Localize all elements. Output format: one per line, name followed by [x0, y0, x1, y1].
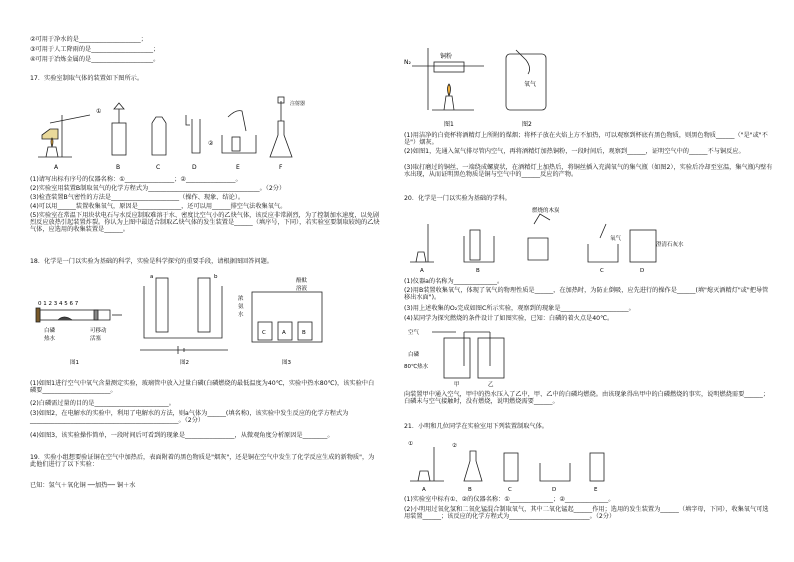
fig20-label-d: D [640, 268, 645, 274]
fig21-label-e: E [594, 487, 598, 493]
fig21-label-a: A [422, 487, 426, 493]
fig17-mark-1: ① [96, 108, 102, 115]
label-burning-charcoal: 燃烧的木炭 [532, 208, 560, 214]
label-white-phosphorus: 白磷 [408, 352, 420, 358]
caption-fig2: 图2 [522, 121, 532, 128]
text-line: (1)实验室中标有①、②的仪器名称：①______________；②______________。 [404, 496, 615, 503]
fig18-label-phenolphthalein: 酚酞 [296, 278, 308, 284]
fig21-label-b: B [468, 487, 472, 493]
fig21-label-c: C [508, 487, 512, 493]
fig18-label-a-tube: a [150, 274, 154, 280]
fig17-label-d: D [192, 164, 197, 171]
combustion-figure [404, 326, 524, 388]
text-line: ④可用于冶炼金属的是____________________。 [30, 56, 160, 63]
fig20-label-limewater: 澄清石灰水 [656, 242, 684, 248]
fig18-label-piston: 活塞 [90, 336, 102, 342]
fig18-label-movable: 可移动 [90, 328, 107, 334]
text-line: (4)某同学为探究燃烧的条件设计了如图实验，已知：白磷的着火点是40℃。 [404, 315, 614, 322]
fig18-caption-2: 图2 [180, 360, 189, 366]
text-paragraph: 向装置甲中通入空气，甲中的热水压入了乙中，甲、乙中的白磷均燃烧。由该现象得出甲中的白磷燃烧的事实，说明燃烧需要______；白磷未与空气接触时，没有燃烧，说明燃烧需要______。 [404, 391, 770, 405]
caption-fig1: 图1 [444, 121, 454, 128]
question-20-title: 20．化学是一门以实验为基础的学科。 [404, 195, 511, 202]
text-line: (3)检查装置B气密性的方法是______________________（操作、现象、结论）。 [30, 194, 245, 201]
fig18-caption-1: 图1 [70, 360, 79, 366]
fig18-label-hot-water: 热水 [44, 336, 56, 342]
fig20-label-a: A [420, 268, 424, 274]
fig20-label-c: C [600, 268, 604, 274]
label-oxygen: 氧气 [524, 81, 537, 88]
text-line: (3)用上述收集的O₂完成如图C所示实验，观察到的现象是______________________。 [404, 305, 635, 312]
fig17-label-e: E [236, 164, 240, 171]
apparatus-figure-17 [32, 95, 322, 173]
text-paragraph: (2)小明用过氧化氢和二氧化锰混合制取氧气，其中二氧化锰起______作用；选用的发生装置为______（填字母，下同），收集氧气可选用装置______；该反应的化学方程式为__________________________。（2分） [404, 506, 769, 520]
fig21-mark-2: ② [452, 443, 457, 449]
question-18-title: 18．化学是一门以实验为基础的科学，实验是科学探究的重要手段，请根据图回答问题。 [30, 258, 273, 265]
fig18-label-ammonia: 氨 [238, 304, 244, 310]
fig18-label-b-tube: b [214, 274, 218, 280]
label-yi: 乙 [488, 382, 494, 388]
text-paragraph: (5)实验室在常温下用块状电石与水反应制取难溶于水、密度比空气小的乙炔气体，该反应非常剧烈，为了控制加水速度，以免剧烈反应放热引起装置炸裂。你认为上图中最适合制取乙炔气体的发生装置是______（填序号，下同），若实验室要制取较纯的乙炔气体，应选用的收集装置是______。 [30, 212, 380, 233]
fig17-label-b: B [116, 164, 121, 171]
label-jia: 甲 [454, 382, 460, 388]
fig17-mark-2: ② [208, 140, 214, 147]
text-paragraph: (1)用洁净的白瓷杯将酒精灯上所附的煤烟；将杯子放在火焰上方不加热，可以观察到杯底有黑色物质，则黑色物质______（"是"或"不是"）烟灰。 [404, 132, 768, 146]
copper-experiment-figure [404, 40, 574, 130]
fig18-label-b-cup: B [302, 330, 306, 336]
fig21-mark-1: ① [408, 441, 413, 447]
text-paragraph: (1)如图1进行空气中氧气含量测定实验，玻璃管中放入过量白磷(白磷燃烧的最低温度为40℃，实验中热水80℃)，该实验中白磷要______________________。 [30, 380, 375, 394]
apparatus-figure-21 [404, 433, 634, 493]
fig18-label-phosphorus: 白磷 [44, 328, 56, 334]
fig20-label-b: B [476, 268, 480, 274]
fig17-label-a: A [54, 164, 59, 171]
text-line: (2)白磷需过量的目的是________________________。 [30, 400, 175, 407]
fig17-mark-syringe: 注射器 [290, 101, 306, 107]
text-line: (2)实验室用装置B制取氧气的化学方程式为____________________________________。（2分） [30, 185, 286, 192]
text-paragraph: (3)如图2，在电解水的实验中，利用了电解水的方法，则a气体为______(填名称)，该实验中发生反应的化学方程式为________________________________________________。（2分） [30, 410, 349, 424]
left-column [20, 0, 390, 562]
fig18-label-solution: 溶液 [296, 286, 308, 292]
fig18-label-a-cup: A [282, 330, 286, 336]
label-copper-powder: 铜粉 [440, 53, 453, 60]
label-hot-water: 80℃热水 [404, 364, 429, 370]
question-19: 19．实验小组想要验证铜在空气中加热后，表面附着的黑色物质是"烟灰"，还是铜在空气中发生了化学反应生成的新物质"，为此他们进行了以下实验： [30, 454, 375, 468]
equation-line: 已知：氢气＋氧化铜 ──加热── 铜＋水 [30, 482, 136, 489]
text-paragraph: (2)如图1，先通入氮气排尽管内空气，再将酒精灯加热铜粉，一段时间后，观察到______，证明空气中的______不与铜反应。 [404, 148, 745, 155]
fig18-label-water: 水 [238, 312, 244, 318]
label-air: 空气 [408, 330, 420, 336]
fig17-label-c: C [156, 164, 161, 171]
question-21-title: 21．小明和几位同学在实验室用下列装置制取气体。 [404, 423, 548, 430]
text-line: (4)可以用______装置收集氧气，原因是______________，还可以用______排空气法收集氧气。 [30, 203, 287, 210]
text-line: ③可用于人工降雨的是____________________； [30, 46, 160, 53]
fig17-label-f: F [279, 164, 283, 171]
text-line: (4)如图3，该实验操作简单，一段时间后可看到的现象是________________，从微观角度分析原因是________。 [30, 432, 334, 439]
fig18-caption-3: 图3 [282, 360, 291, 366]
text-paragraph: (3)取打磨过的铜丝，一端绕成螺旋状，在酒精灯上加热后，将铜丝插入充满氧气的集气瓶（如图2），实验后冷却至室温，集气瓶内壁有水出现，从而证明黑色物质是铜与空气中的______反应的产物。 [404, 164, 773, 178]
fig18-label-c-cup: C [262, 330, 266, 336]
right-column [404, 0, 776, 562]
apparatus-figure-20 [404, 204, 684, 274]
fig18-label-conc: 浓 [238, 296, 244, 302]
apparatus-figure-18 [32, 270, 332, 370]
text-line: (1)请写出标有序号的仪器名称：①________________；②________________。 [30, 176, 242, 183]
question-17-title: 17．实验室制取气体的装置如下图所示。 [30, 75, 144, 82]
fig21-label-d: D [552, 487, 557, 493]
text-paragraph: (2)用B装置收集氧气，体现了氧气的物理性质是______，在加热时，为防止倒吸，应先进行的操作是______(填"熄灭酒精灯"或"把导管移出水面")。 [404, 287, 769, 301]
text-line: (1)仪器a的名称为______________。 [404, 278, 504, 285]
label-n2: N₂ [404, 59, 411, 66]
fig20-label-oxygen: 氧气 [610, 236, 622, 242]
fig18-ruler: 0 1 2 3 4 5 6 7 [38, 301, 79, 307]
text-line: ②可用于净水的是____________________； [30, 36, 147, 43]
